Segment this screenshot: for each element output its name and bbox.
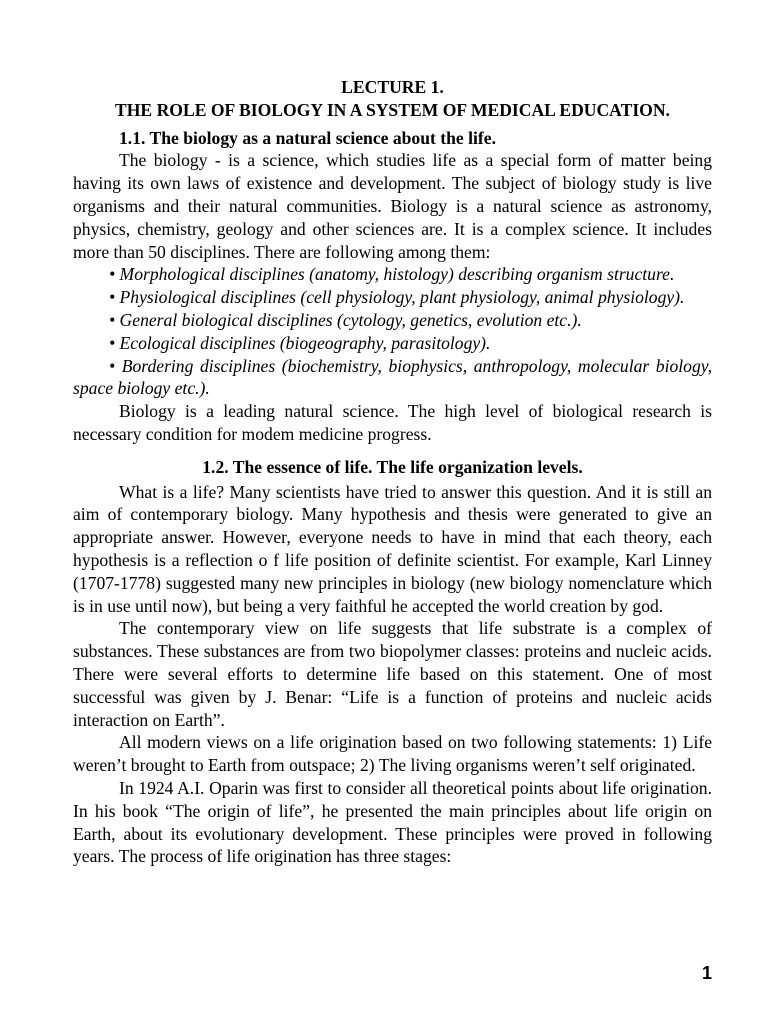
section-2-paragraph: The contemporary view on life suggests that life substrate is a complex of substances. These substances are from two biopolymer classes: proteins and nucleic acids. There were several efforts to determine life based on this statement. One of most successful was given by J. Benar: “Life is a function of proteins and nucleic acids interaction on Earth”. (73, 618, 712, 730)
discipline-item-physiological: • Physiological disciplines (cell physiology, plant physiology, animal physiology). (109, 287, 685, 308)
section-2-paragraph: All modern views on a life origination based on two following statements: 1) Life weren’t brought to Earth from outspace; 2) The living organisms weren’t self originated. (73, 732, 712, 776)
section-2-heading: 1.2. The essence of life. The life organization levels. (202, 456, 583, 477)
page-number: 1 (701, 963, 712, 983)
section-1-closing: Biology is a leading natural science. The high level of biological research is necessary condition for modem medicine progress. (73, 401, 712, 444)
section-2-paragraph: In 1924 A.I. Oparin was first to consider all theoretical points about life origination. In his book “The origin of life”, he presented the main principles about life origin on Earth, about its evolutionary development. These principles were proved in following years. The process of life origination has three stages: (73, 777, 712, 867)
discipline-item-ecological: • Ecological disciplines (biogeography, parasitology). (109, 332, 491, 353)
section-1-heading: 1.1. The biology as a natural science about the life. (119, 127, 496, 148)
discipline-item-general: • General biological disciplines (cytology, genetics, evolution etc.). (109, 309, 582, 330)
discipline-item-bordering: • Bordering disciplines (biochemistry, biophysics, anthropology, molecular biology, space biology etc.). (73, 355, 712, 399)
page-content (73, 76, 712, 868)
lecture-number: LECTURE 1. (341, 77, 444, 97)
discipline-item-morphological: • Morphological disciplines (anatomy, histology) describing organism structure. (109, 264, 675, 285)
lecture-title: THE ROLE OF BIOLOGY IN A SYSTEM OF MEDICAL EDUCATION. (115, 99, 670, 120)
section-1-intro: The biology - is a science, which studies life as a special form of matter being having its own laws of existence and development. The subject of biology study is live organisms and their natural communities. Biology is a natural science as astronomy, physics, chemistry, geology and other sciences are. It is a complex science. It includes more than 50 disciplines. There are following among them: (73, 150, 712, 262)
section-2-paragraph: What is a life? Many scientists have tried to answer this question. And it is still an aim of contemporary biology. Many hypothesis and thesis were generated to give an appropriate answer. However, everyone needs to have in mind that each theory, each hypothesis is a reflection o f life position of definite scientist. For example, Karl Linney (1707-1778) suggested many new principles in biology (new biology nomenclature which is in use until now), but being a very faithful he accepted the world creation by god. (73, 481, 712, 616)
